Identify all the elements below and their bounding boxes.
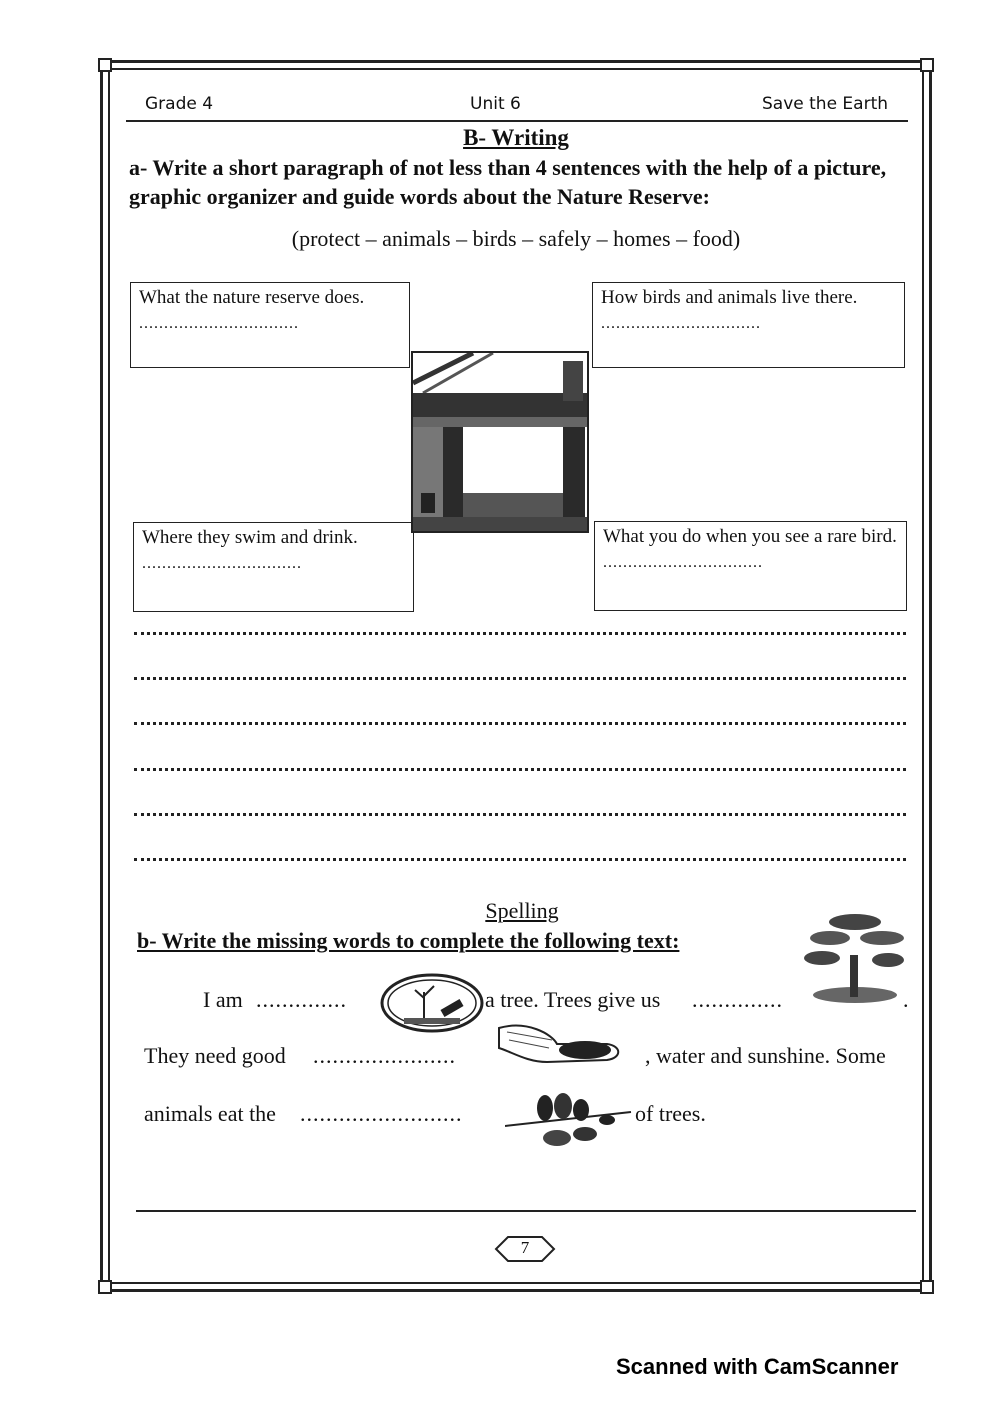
organizer-box-top-right[interactable] <box>592 282 905 368</box>
organizer-box-top-left[interactable] <box>130 282 410 368</box>
writing-line[interactable] <box>134 858 906 861</box>
spelling-line-2-start: They need good <box>144 1043 286 1068</box>
header-topic: Save the Earth <box>762 94 889 114</box>
writing-line[interactable] <box>134 722 906 725</box>
answer-blank[interactable]: ................................ <box>139 315 299 332</box>
corner-ornament <box>98 1280 112 1294</box>
spelling-blank[interactable]: ......................... <box>300 1101 463 1126</box>
answer-blank[interactable]: ................................ <box>601 315 761 332</box>
organizer-prompt: What the nature reserve does. <box>139 287 365 308</box>
writing-instruction: a- Write a short paragraph of not less than 4 sentences with the help of a picture, graphic organizer and guide words about the Nature Reserve: <box>129 155 887 209</box>
spelling-line-1-end: . <box>903 987 909 1012</box>
corner-ornament <box>920 1280 934 1294</box>
spelling-title: Spelling <box>485 898 559 923</box>
header-rule <box>126 120 908 122</box>
writing-line[interactable] <box>134 632 906 635</box>
spelling-blank[interactable]: ...................... <box>313 1043 456 1068</box>
nature-reserve-gate-icon <box>413 353 589 533</box>
corner-ornament <box>920 58 934 72</box>
page-number: 7 <box>520 1238 530 1257</box>
planting-icon <box>379 972 485 1034</box>
header-unit: Unit 6 <box>470 94 521 114</box>
spelling-line-1-middle: a tree. Trees give us <box>485 987 661 1012</box>
footer-rule <box>136 1210 916 1212</box>
organizer-prompt: What you do when you see a rare bird. <box>603 526 897 547</box>
guide-words: (protect – animals – birds – safely – homes – food) <box>291 226 741 251</box>
header-grade: Grade 4 <box>145 94 214 114</box>
writing-line[interactable] <box>134 768 906 771</box>
writing-line[interactable] <box>134 813 906 816</box>
spelling-blank[interactable]: .............. <box>256 987 347 1012</box>
organizer-prompt: Where they swim and drink. <box>142 527 358 548</box>
organizer-prompt: How birds and animals live there. <box>601 287 858 308</box>
spelling-line-2-end: , water and sunshine. Some <box>645 1043 886 1068</box>
writing-title: B- Writing <box>463 125 569 150</box>
leaves-icon <box>505 1092 635 1154</box>
nature-reserve-picture <box>411 351 589 533</box>
answer-blank[interactable]: ................................ <box>603 554 763 571</box>
page-number-badge <box>494 1234 556 1264</box>
corner-ornament <box>98 58 112 72</box>
spelling-blank[interactable]: .............. <box>692 987 783 1012</box>
spelling-line-3-start: animals eat the <box>144 1101 276 1126</box>
answer-blank[interactable]: ................................ <box>142 555 302 572</box>
spelling-instruction: b- Write the missing words to complete the following text: <box>137 928 680 953</box>
spelling-line-3-end: of trees. <box>635 1101 706 1126</box>
writing-line[interactable] <box>134 677 906 680</box>
scanner-watermark: Scanned with CamScanner <box>616 1354 899 1379</box>
spelling-line-1-start: I am <box>203 987 243 1012</box>
soil-hand-icon <box>497 1014 627 1072</box>
organizer-box-bottom-right[interactable] <box>594 521 907 611</box>
organizer-box-bottom-left[interactable] <box>133 522 414 612</box>
tree-icon <box>800 910 910 1005</box>
